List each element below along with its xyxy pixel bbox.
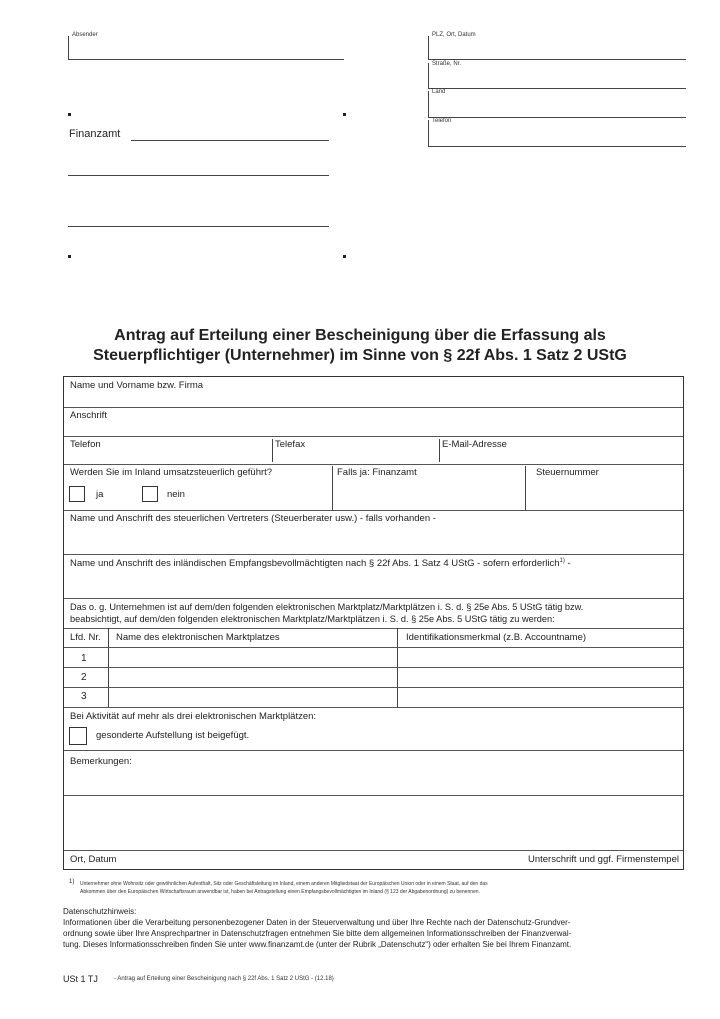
finanzamt-column-divider	[332, 466, 333, 510]
name-field[interactable]	[64, 377, 683, 407]
table-col-divider-1	[108, 628, 109, 708]
absender-label: Absender	[72, 32, 98, 38]
finanzamt-line[interactable]	[131, 140, 329, 141]
row-divider	[64, 554, 683, 555]
finanzamt-label: Finanzamt	[69, 128, 121, 140]
name-label: Name und Vorname bzw. Firma	[70, 380, 204, 391]
vertreter-label: Name und Anschrift des steuerlichen Vertreters (Steuerberater usw.) - falls vorhanden -	[70, 513, 436, 524]
anschrift-label: Anschrift	[70, 410, 107, 421]
form-code: USt 1 TJ	[63, 974, 98, 984]
inland-question-label: Werden Sie im Inland umsatzsteuerlich geführt?	[70, 467, 273, 478]
steuernummer-field[interactable]	[527, 481, 684, 509]
telefon-line[interactable]	[428, 146, 686, 147]
window-mark-bottom-right	[343, 255, 346, 258]
absender-line[interactable]	[68, 59, 344, 60]
marktplatz-name-field-1[interactable]	[110, 648, 396, 667]
identifikation-field-3[interactable]	[399, 688, 684, 707]
footnote-line2: Abkommen über den Europäischen Wirtschaftsraum anwendbar ist, haben bei Antragstellung einen Empfangsbevollmächtigten im Inland (§ 123 der Abgabenordnung) zu benennen.	[80, 889, 480, 895]
col-header-marktplatz-name: Name des elektronischen Marktplatzes	[116, 632, 280, 643]
marktplatz-name-field-2[interactable]	[110, 668, 396, 687]
row-divider	[64, 464, 683, 465]
datenschutz-heading: Datenschutzhinweis:	[63, 907, 137, 916]
row-divider	[64, 598, 683, 599]
land-label: Land	[432, 89, 446, 95]
absender-bracket	[68, 36, 69, 60]
form-title-line2: Steuerpflichtiger (Unternehmer) im Sinne von § 22f Abs. 1 Satz 2 UStG	[93, 347, 627, 364]
gesonderte-aufstellung-label: gesonderte Aufstellung ist beigefügt.	[96, 730, 250, 741]
telefon-label: Telefon	[70, 439, 101, 450]
window-mark-top-right	[343, 113, 346, 116]
ort-datum-label: Ort, Datum	[70, 854, 117, 865]
marktplatz-text-line1: Das o. g. Unternehmen ist auf dem/den folgenden elektronischen Marktplatz/Marktplätzen i. S. d. § 25e Abs. 5 UStG tätig bzw.	[70, 602, 584, 612]
datenschutz-line1: Informationen über die Verarbeitung personenbezogener Daten in der Steuerverwaltung und über Ihre Rechte nach der Datenschutz-Grundver-	[63, 918, 571, 927]
application-form	[63, 376, 684, 870]
datenschutz-line2: ordnung sowie über Ihre Ansprechpartner in Datenschutzfragen entnehmen Sie bitte dem allgemeinen Informationsschreiben der Finanzverwal-	[63, 929, 572, 938]
marktplatz-name-field-3[interactable]	[110, 688, 396, 707]
finanzamt-address-line-1[interactable]	[68, 175, 329, 176]
land-line[interactable]	[428, 117, 686, 118]
col-header-lfd-nr: Lfd. Nr.	[70, 632, 101, 643]
nein-label: nein	[167, 489, 185, 500]
vertreter-field[interactable]	[64, 525, 683, 553]
table-row-number: 2	[81, 672, 87, 683]
plz-bracket	[428, 36, 429, 60]
plz-line[interactable]	[428, 59, 686, 60]
window-mark-bottom-left	[68, 255, 71, 258]
empfang-label: Name und Anschrift des inländischen Empfangsbevollmächtigten nach § 22f Abs. 1 Satz 4 UStG - sofern erforderlich$^{1)}$ -	[70, 558, 571, 570]
col-header-identifikation: Identifikationsmerkmal (z.B. Accountname)	[406, 632, 587, 643]
ja-label: ja	[96, 489, 104, 500]
identifikation-field-2[interactable]	[399, 668, 684, 687]
row-divider	[64, 850, 683, 851]
row-divider	[64, 510, 683, 511]
window-mark-top-left	[68, 113, 71, 116]
footnote-mark: 1)	[69, 879, 75, 885]
anschrift-field[interactable]	[64, 408, 683, 436]
table-top-border	[64, 628, 683, 629]
datenschutz-line3: tung. Dieses Informationsschreiben finden Sie unter www.finanzamt.de (unter der Rubrik „Datenschutz“) oder erhalten Sie bei Ihrem Finanzamt.	[63, 940, 572, 949]
strasse-label: Straße, Nr.	[432, 61, 462, 67]
strasse-line[interactable]	[428, 88, 686, 89]
table-col-divider-2	[397, 628, 398, 708]
finanzamt-address-line-2[interactable]	[68, 226, 329, 227]
mehr-als-drei-label: Bei Aktivität auf mehr als drei elektronischen Marktplätzen:	[70, 711, 317, 722]
telefon-header-label: Telefon	[432, 118, 452, 124]
email-label: E-Mail-Adresse	[442, 439, 507, 450]
land-bracket	[428, 91, 429, 117]
footnote-line1: Unternehmer ohne Wohnsitz oder gewöhnlichen Aufenthalt, Sitz oder Geschäftsleitung im Inland, einem anderen Mitgliedstaat der Europäischen Union oder in einem Staat, auf den das	[80, 881, 488, 887]
bemerkungen-label: Bemerkungen:	[70, 756, 132, 767]
form-footer-text: - Antrag auf Erteilung einer Bescheinigung nach § 22f Abs. 1 Satz 2 UStG - (12.18)	[114, 976, 334, 982]
plz-label: PLZ, Ort, Datum	[432, 32, 476, 38]
row-divider	[64, 707, 683, 708]
ja-checkbox[interactable]	[69, 486, 85, 502]
identifikation-field-1[interactable]	[399, 648, 684, 667]
telefon-bracket	[428, 120, 429, 146]
telefon-field[interactable]	[64, 437, 271, 464]
unterschrift-label: Unterschrift und ggf. Firmenstempel	[527, 854, 679, 865]
empfang-field[interactable]	[64, 571, 683, 597]
steuernummer-label: Steuernummer	[536, 467, 599, 478]
table-row-number: 3	[81, 691, 87, 702]
finanzamt-field[interactable]	[334, 481, 524, 509]
row-divider	[64, 750, 683, 751]
empfang-footnote-ref: 1)	[559, 558, 565, 564]
table-row-number: 1	[81, 653, 87, 664]
form-title-line1: Antrag auf Erteilung einer Bescheinigung über die Erfassung als	[114, 327, 606, 344]
strasse-bracket	[428, 63, 429, 88]
row-divider	[64, 795, 683, 796]
bemerkungen-field[interactable]	[64, 769, 683, 849]
falls-ja-finanzamt-label: Falls ja: Finanzamt	[337, 467, 417, 478]
email-field[interactable]	[440, 437, 684, 464]
steuernummer-column-divider	[525, 466, 526, 510]
marktplatz-text-line2: beabsichtigt, auf dem/den folgenden elektronischen Marktplatz/Marktplätzen i. S. d. § 25e Abs. 5 UStG tätig zu werden:	[70, 614, 555, 624]
telefax-field[interactable]	[273, 437, 438, 464]
nein-checkbox[interactable]	[142, 486, 158, 502]
telefax-label: Telefax	[275, 439, 306, 450]
gesonderte-aufstellung-checkbox[interactable]	[69, 727, 87, 745]
